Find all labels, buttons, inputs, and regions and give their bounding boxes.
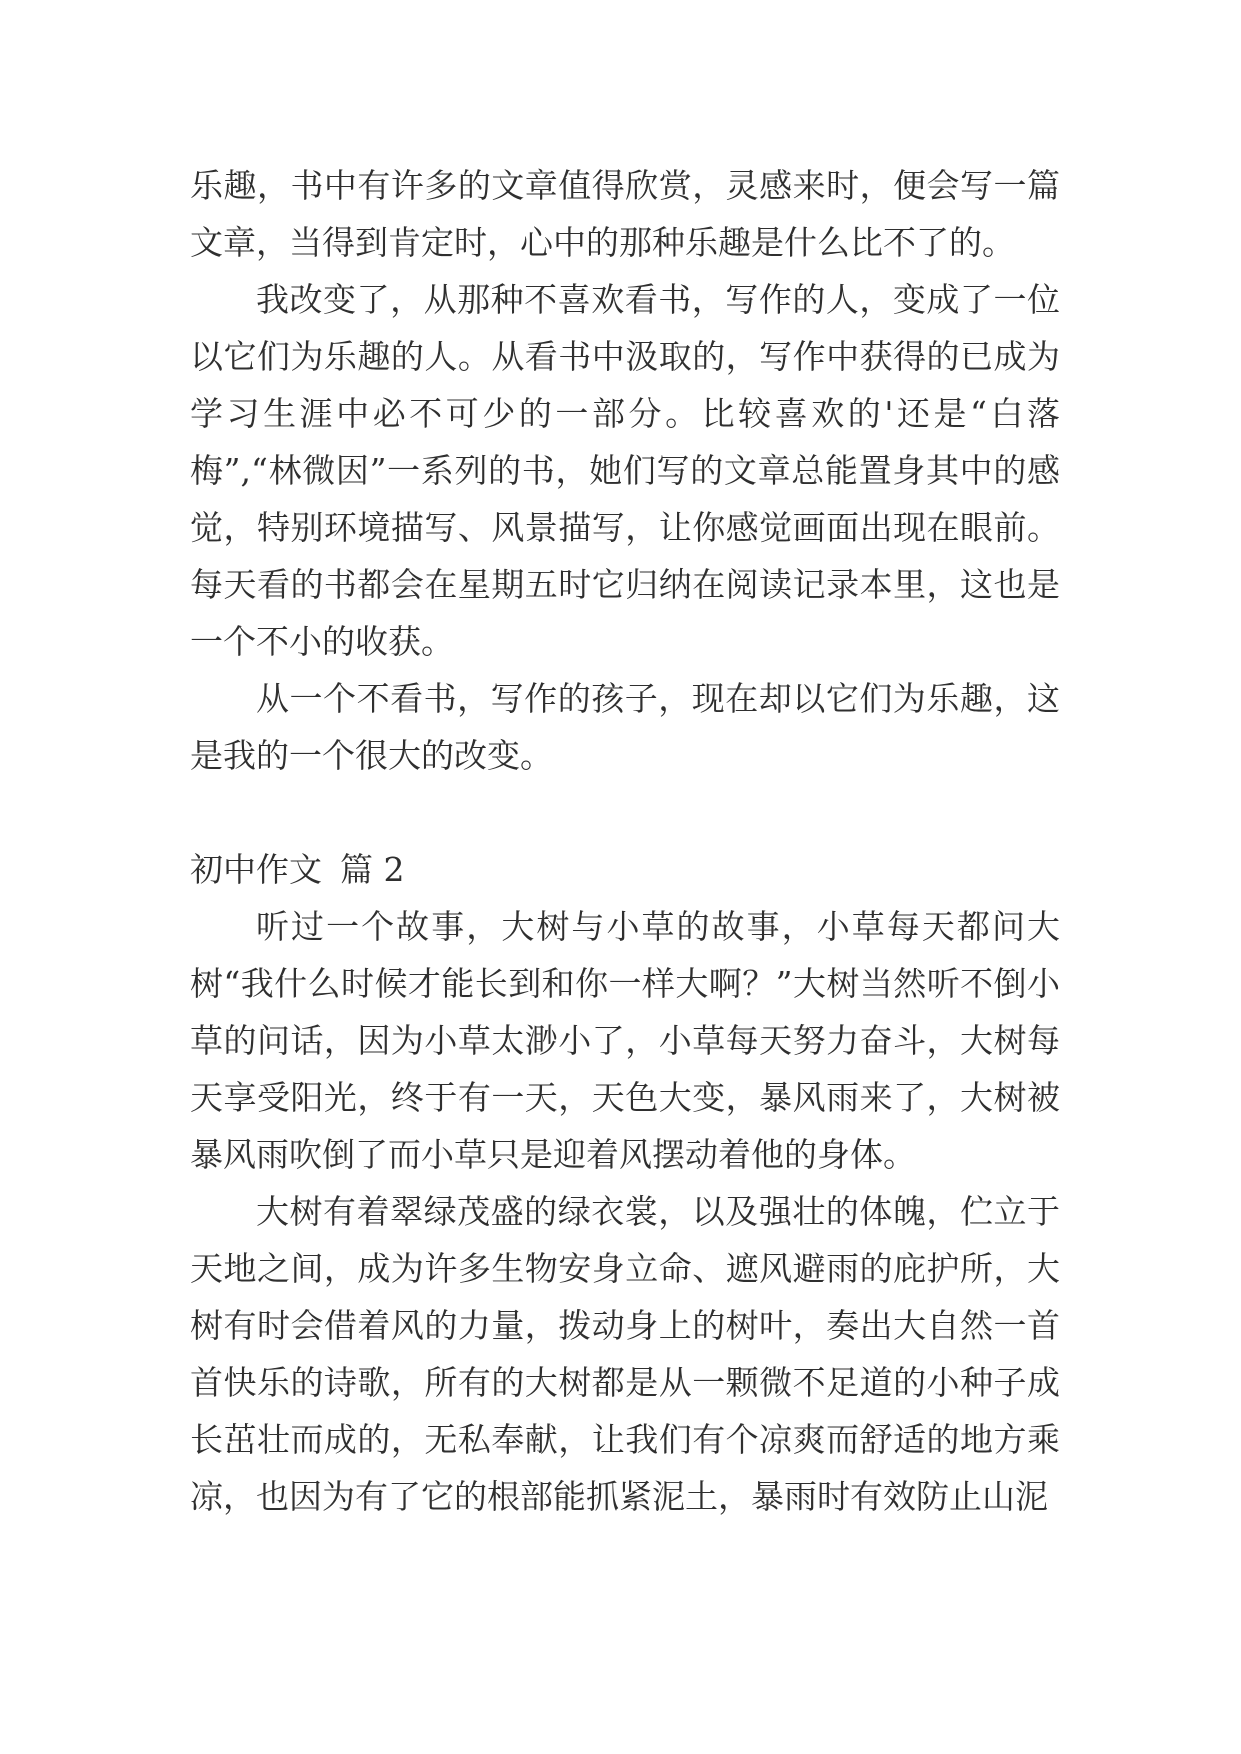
- section-part-label: 篇 2: [340, 850, 405, 889]
- document-body: [190, 157, 1060, 1525]
- section-title: 初中作文: [190, 850, 322, 889]
- paragraph-continued: 乐趣，书中有许多的文章值得欣赏，灵感来时，便会写一篇文章，当得到肯定时，心中的那种乐趣是什么比不了的。: [190, 166, 1060, 262]
- paragraph: 我改变了，从那种不喜欢看书，写作的人，变成了一位以它们为乐趣的人。从看书中汲取的，写作中获得的已成为学习生涯中必不可少的一部分。比较喜欢的'还是“白落梅”,“林微因”一系列的书，她们写的文章总能置身其中的感觉，特别环境描写、风景描写，让你感觉画面出现在眼前。每天看的书都会在星期五时它归纳在阅读记录本里，这也是一个不小的收获。: [190, 280, 1060, 661]
- section-heading: [190, 841, 1060, 898]
- paragraph: 大树有着翠绿茂盛的绿衣裳，以及强壮的体魄，伫立于天地之间，成为许多生物安身立命、遮风避雨的庇护所，大树有时会借着风的力量，拨动身上的树叶，奏出大自然一首首快乐的诗歌，所有的大树都是从一颗微不足道的小种子成长茁壮而成的，无私奉献，让我们有个凉爽而舒适的地方乘凉，也因为有了它的根部能抓紧泥土，暴雨时有效防止山泥: [190, 1192, 1060, 1516]
- paragraph: 听过一个故事，大树与小草的故事，小草每天都问大树“我什么时候才能长到和你一样大啊？”大树当然听不倒小草的问话，因为小草太渺小了，小草每天努力奋斗，大树每天享受阳光，终于有一天，天色大变，暴风雨来了，大树被暴风雨吹倒了而小草只是迎着风摆动着他的身体。: [190, 907, 1060, 1174]
- paragraph: 从一个不看书，写作的孩子，现在却以它们为乐趣，这是我的一个很大的改变。: [190, 679, 1060, 775]
